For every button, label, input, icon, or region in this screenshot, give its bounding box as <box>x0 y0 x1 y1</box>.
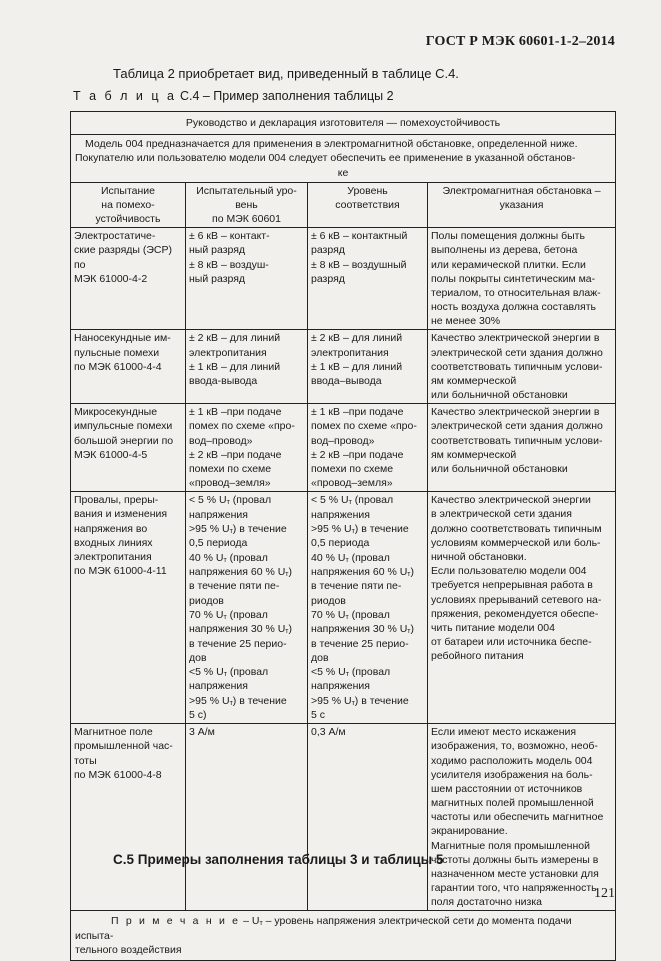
cell-line: напряжения <box>311 680 370 693</box>
cell-level <box>186 724 308 911</box>
table-description <box>71 135 616 183</box>
cell-line: по <box>74 258 86 271</box>
header-test <box>71 182 186 228</box>
cell-line: напряжения <box>189 508 248 521</box>
cell-line: полы покрыты синтетическим ма- <box>431 272 596 285</box>
description-line: Покупателю или пользователю модели 004 следует обеспечить ее применение в указанной обстанов- <box>75 152 576 165</box>
cell-line: от батареи или источника беспе- <box>431 636 592 649</box>
cell-line: разряд <box>311 272 345 285</box>
cell-line: по МЭК 61000-4-11 <box>74 565 167 578</box>
section-heading: С.5 Примеры заполнения таблицы 3 и таблицы 5 <box>113 852 444 867</box>
cell-line: по МЭК 61000-4-4 <box>74 360 162 373</box>
cell-line: помехи по схеме <box>311 462 394 475</box>
cell-line: < 5 % $U_т$ (провал <box>189 494 272 507</box>
cell-compliance <box>308 724 428 911</box>
document-header: ГОСТ Р МЭК 60601-1-2–2014 <box>425 34 615 49</box>
cell-line: назначенном месте установки для <box>431 867 599 880</box>
cell-line: Качество электрической энергии <box>431 494 591 507</box>
cell-line: ям коммерческой <box>431 448 517 461</box>
cell-line: в течение пяти пе- <box>311 580 402 593</box>
cell-line: или больничной обстановки <box>431 389 568 402</box>
cell-compliance <box>308 404 428 492</box>
cell-line: < 5 % $U_т$ (провал <box>311 494 394 507</box>
cell-line: изображения, то, возможно, необ- <box>431 740 598 753</box>
cell-line: ность воздуха должна составлять <box>431 301 596 314</box>
cell-line: по МЭК 61000-4-8 <box>74 768 162 781</box>
cell-line: электропитания <box>74 550 152 563</box>
cell-line: ± 8 кВ – воздушный <box>311 258 407 271</box>
cell-line: помехи по схеме <box>189 462 272 475</box>
note-text: – U <box>240 915 260 928</box>
cell-line: гарантии того, что напряженность <box>431 882 597 895</box>
cell-line: тоты <box>74 754 97 767</box>
cell-line: >95 % $U_т$) в течение <box>311 522 409 535</box>
cell-line: дов <box>189 651 207 664</box>
cell-line: 0,3 А/м <box>311 726 346 739</box>
cell-line: <5 % $U_т$ (провал <box>189 665 269 678</box>
cell-line: промышленной час- <box>74 740 173 753</box>
cell-line: электрической сети здания должно <box>431 420 603 433</box>
intro-text: Таблица 2 приобретает вид, приведенный в таблице С.4. <box>113 66 459 81</box>
cell-line: напряжения 60 % $U_т$) <box>311 565 415 578</box>
cell-line: в течение пяти пе- <box>189 580 280 593</box>
cell-line: ям коммерческой <box>431 374 517 387</box>
cell-line: дов <box>311 651 329 664</box>
table-row-eft <box>71 330 616 404</box>
caption-text: С.4 – Пример заполнения таблицы 2 <box>176 89 394 103</box>
cell-line: МЭК 61000-4-5 <box>74 448 148 461</box>
cell-line: вод–провод» <box>311 434 375 447</box>
description-line: Модель 004 предназначается для применения в электромагнитной обстановке, определенной ниже. <box>85 138 578 151</box>
cell-line: напряжения 30 % $U_т$) <box>189 623 293 636</box>
cell-line: ходимо расположить модель 004 <box>431 754 593 767</box>
cell-guidance <box>428 404 616 492</box>
cell-line: чить питание модели 004 <box>431 621 555 634</box>
cell-test <box>71 228 186 330</box>
cell-line: Качество электрической энергии в <box>431 406 600 419</box>
header-test-level <box>186 182 308 228</box>
cell-line: ный разряд <box>189 272 246 285</box>
header-compliance-level <box>308 182 428 228</box>
cell-line: или больничной обстановки <box>431 462 568 475</box>
header-guidance <box>428 182 616 228</box>
note-text: – уровень напряжения электрической сети до момента подачи испыта- <box>75 915 572 942</box>
cell-line: ввода–вывода <box>311 374 382 387</box>
cell-line: должно соответствовать типичным <box>431 522 602 535</box>
cell-line: условиях прерываний сетевого на- <box>431 593 602 606</box>
cell-level <box>186 492 308 724</box>
cell-level <box>186 228 308 330</box>
cell-line: <5 % $U_т$ (провал <box>311 665 391 678</box>
cell-line: напряжения 60 % $U_т$) <box>189 565 293 578</box>
cell-line: соответствовать типичным услови- <box>431 434 603 447</box>
cell-line: ± 2 кВ –при подаче <box>189 448 282 461</box>
cell-line: териалом, то относительная влаж- <box>431 286 601 299</box>
cell-compliance <box>308 228 428 330</box>
cell-line: ± 1 кВ – для линий <box>311 360 403 373</box>
cell-line: ± 2 кВ – для линий <box>311 332 403 345</box>
header-line: указания <box>499 198 544 211</box>
table-caption <box>73 89 394 103</box>
cell-line: напряжения 30 % $U_т$) <box>311 623 415 636</box>
cell-line: Магнитное поле <box>74 726 153 739</box>
cell-line: >95 % $U_т$) в течение <box>189 694 287 707</box>
cell-line: или керамической плитки. Если <box>431 258 586 271</box>
cell-line: 0,5 периода <box>311 537 370 550</box>
table-row-surge <box>71 404 616 492</box>
note-line <box>75 914 611 943</box>
cell-line: Полы помещения должны быть <box>431 230 585 243</box>
cell-compliance <box>308 492 428 724</box>
cell-line: ± 1 кВ – для линий <box>189 360 281 373</box>
cell-line: «провод–земля» <box>189 477 271 490</box>
cell-test <box>71 330 186 404</box>
header-line: Испытательный уро- <box>196 184 297 197</box>
cell-line: пряжения, рекомендуется обеспе- <box>431 607 599 620</box>
cell-line: 5 с <box>311 709 326 721</box>
header-line: устойчивость <box>95 213 161 226</box>
cell-guidance <box>428 330 616 404</box>
cell-line: ± 8 кВ – воздуш- <box>189 258 269 271</box>
cell-line: соответствовать типичным услови- <box>431 360 603 373</box>
note-line: тельного воздействия <box>75 944 182 957</box>
cell-line: ± 6 кВ – контактный <box>311 230 408 243</box>
cell-line: ± 1 кВ –при подаче <box>189 406 282 419</box>
cell-line: ± 2 кВ – для линий <box>189 332 281 345</box>
cell-line: ничной обстановки. <box>431 550 527 563</box>
cell-guidance <box>428 492 616 724</box>
cell-line: риодов <box>311 594 346 607</box>
cell-line: ские разряды (ЭСР) <box>74 244 172 257</box>
caption-label: Т а б л и ц а <box>73 89 177 103</box>
cell-line: ± 6 кВ – контакт- <box>189 230 270 243</box>
cell-line: электропитания <box>189 346 267 359</box>
cell-line: Если имеют место искажения <box>431 726 577 739</box>
cell-line: Наносекундные им- <box>74 332 171 345</box>
cell-line: входных линиях <box>74 536 153 549</box>
note-subscript: т <box>259 920 263 928</box>
cell-line: в течение 25 перио- <box>189 637 287 650</box>
cell-level <box>186 330 308 404</box>
cell-test <box>71 404 186 492</box>
description-line: ке <box>337 166 349 179</box>
cell-line: экранирование. <box>431 825 508 838</box>
cell-line: Магнитные поля промышленной <box>431 839 590 852</box>
cell-line: электропитания <box>311 346 389 359</box>
cell-line: ребойного питания <box>431 650 524 663</box>
cell-line: Качество электрической энергии в <box>431 332 600 345</box>
cell-line: усилителя изображения на боль- <box>431 768 593 781</box>
cell-guidance <box>428 228 616 330</box>
header-line: вень <box>235 198 258 211</box>
page-number: 121 <box>594 886 615 901</box>
table-row-voltage-dips <box>71 492 616 724</box>
cell-line: поля достаточно низка <box>431 896 543 909</box>
table-row-esd <box>71 228 616 330</box>
cell-line: 0,5 периода <box>189 537 248 550</box>
cell-line: частоты или обеспечить магнитное <box>431 811 604 824</box>
cell-line: не менее 30% <box>431 315 501 328</box>
cell-line: 70 % $U_т$ (провал <box>311 608 390 621</box>
header-line: на помехо- <box>101 198 155 211</box>
cell-line: 70 % $U_т$ (провал <box>189 608 268 621</box>
cell-line: импульсные помехи <box>74 420 173 433</box>
cell-line: выполнены из дерева, бетона <box>431 244 578 257</box>
cell-line: условиям коммерческой или боль- <box>431 536 601 549</box>
cell-line: 3 А/м <box>189 726 215 739</box>
cell-compliance <box>308 330 428 404</box>
table-title: Руководство и декларация изготовителя — помехоустойчивость <box>71 112 616 135</box>
cell-line: Микросекундные <box>74 406 158 419</box>
header-line: соответствия <box>335 198 400 211</box>
cell-line: >95 % $U_т$) в течение <box>311 694 409 707</box>
cell-test <box>71 492 186 724</box>
cell-line: требуется непрерывная работа в <box>431 579 593 592</box>
cell-level <box>186 404 308 492</box>
cell-line: помех по схеме «про- <box>311 420 417 433</box>
cell-line: ный разряд <box>189 244 246 257</box>
cell-line: Провалы, преры- <box>74 494 159 507</box>
cell-line: помех по схеме «про- <box>189 420 295 433</box>
cell-guidance <box>428 724 616 911</box>
cell-line: в электрической сети здания <box>431 508 572 521</box>
header-line: Уровень <box>347 184 388 197</box>
cell-line: электрической сети здания должно <box>431 346 603 359</box>
header-line: по МЭК 60601 <box>212 213 281 226</box>
table-row-magnetic-field <box>71 724 616 911</box>
cell-line: шем расстоянии от источников <box>431 782 583 795</box>
cell-line: «провод–земля» <box>311 477 393 490</box>
cell-line: напряжения во <box>74 522 148 535</box>
cell-line: 5 с) <box>189 709 207 721</box>
cell-line: в течение 25 перио- <box>311 637 409 650</box>
cell-line: частоты должны быть измерены в <box>431 853 599 866</box>
table-note <box>71 911 616 961</box>
cell-line: напряжения <box>189 680 248 693</box>
cell-line: 40 % $U_т$ (провал <box>189 551 268 564</box>
cell-line: вания и изменения <box>74 508 168 521</box>
cell-line: >95 % $U_т$) в течение <box>189 522 287 535</box>
cell-line: разряд <box>311 244 345 257</box>
cell-line: Если пользователю модели 004 <box>431 565 587 578</box>
cell-test <box>71 724 186 911</box>
cell-line: 40 % $U_т$ (провал <box>311 551 390 564</box>
cell-line: Электростатиче- <box>74 230 156 243</box>
cell-line: ± 1 кВ –при подаче <box>311 406 404 419</box>
cell-line: МЭК 61000-4-2 <box>74 272 148 285</box>
interference-table <box>70 111 616 961</box>
cell-line: напряжения <box>311 508 370 521</box>
cell-line: магнитных полей промышленной <box>431 797 594 810</box>
cell-line: большой энергии по <box>74 434 174 447</box>
cell-line: ввода-вывода <box>189 374 258 387</box>
note-label: П р и м е ч а н и е <box>111 915 241 928</box>
cell-line: вод–провод» <box>189 434 253 447</box>
cell-line: пульсные помехи <box>74 346 160 359</box>
cell-line: риодов <box>189 594 224 607</box>
header-line: Испытание <box>100 184 156 197</box>
header-line: Электромагнитная обстановка – <box>442 184 601 197</box>
cell-line: ± 2 кВ –при подаче <box>311 448 404 461</box>
